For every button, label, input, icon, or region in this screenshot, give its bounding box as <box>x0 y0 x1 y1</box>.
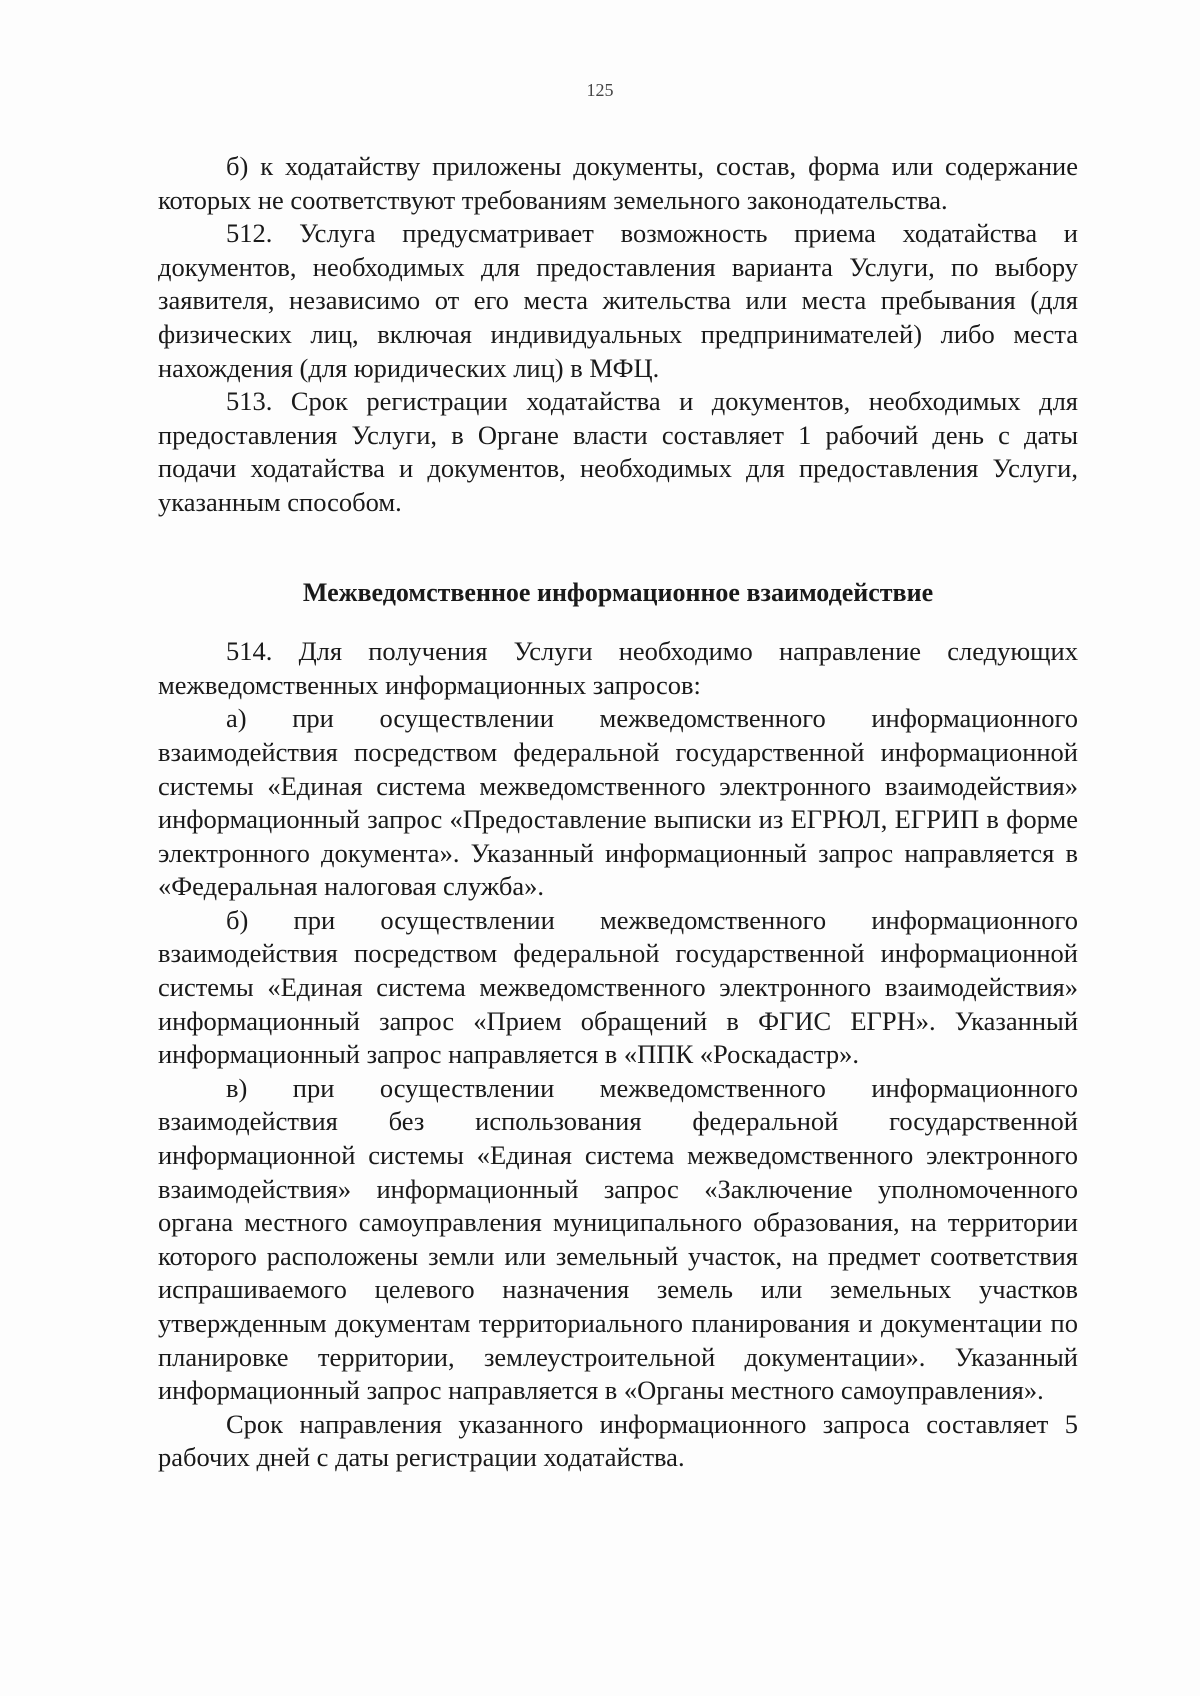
section-heading: Межведомственное информационное взаимодействие <box>302 577 934 607</box>
paragraph-request-deadline: Срок направления указанного информационного запроса составляет 5 рабочих дней с даты регистрации ходатайства. <box>158 1408 1078 1473</box>
page-number: 125 <box>586 80 614 100</box>
paragraph-514-item-b: б) при осуществлении межведомственного информационного взаимодействия посредством федеральной государственной информационной системы «Единая система межведомственного электронного взаимодействия» информационный запрос «Прием обращений в ФГИС ЕГРН». Указанный информационный запрос направляется в «ППК «Роскадастр». <box>158 904 1078 1070</box>
paragraph-512: 512. Услуга предусматривает возможность приема ходатайства и документов, необходимых для предоставления варианта Услуги, по выбору заявителя, независимо от его места жительства или места пребывания (для физических лиц, включая индивидуальных предпринимателей) либо места нахождения (для юридических лиц) в МФЦ. <box>158 218 1078 383</box>
paragraph-item-b-rejection-grounds: б) к ходатайству приложены документы, состав, форма или содержание которых не соответствуют требованиям земельного законодательства. <box>158 151 1078 215</box>
paragraph-513: 513. Срок регистрации ходатайства и документов, необходимых для предоставления Услуги, в Органе власти составляет 1 рабочий день с даты подачи ходатайства и документов, необходимых для предоставления Услуги, указанным способом. <box>158 386 1078 517</box>
document-body <box>158 150 1078 1475</box>
paragraph-514-item-v: в) при осуществлении межведомственного информационного взаимодействия без использования федеральной государственной информационной системы «Единая система межведомственного электронного взаимодействия» информационный запрос «Заключение уполномоченного органа местного самоуправления муниципального образования, на территории которого расположены земли или земельный участок, на предмет соответствия испрашиваемого целевого назначения земель или земельных участков утвержденным документам территориального планирования и документации по планировке территории, землеустроительной документации». Указанный информационный запрос направляется в «Органы местного самоуправления». <box>158 1072 1078 1406</box>
paragraph-514-item-a: а) при осуществлении межведомственного информационного взаимодействия посредством федеральной государственной информационной системы «Единая система межведомственного электронного взаимодействия» информационный запрос «Предоставление выписки из ЕГРЮЛ, ЕГРИП в форме электронного документа». Указанный информационный запрос направляется в «Федеральная налоговая служба». <box>158 703 1078 902</box>
paragraph-514: 514. Для получения Услуги необходимо направление следующих межведомственных информационных запросов: <box>158 636 1078 700</box>
